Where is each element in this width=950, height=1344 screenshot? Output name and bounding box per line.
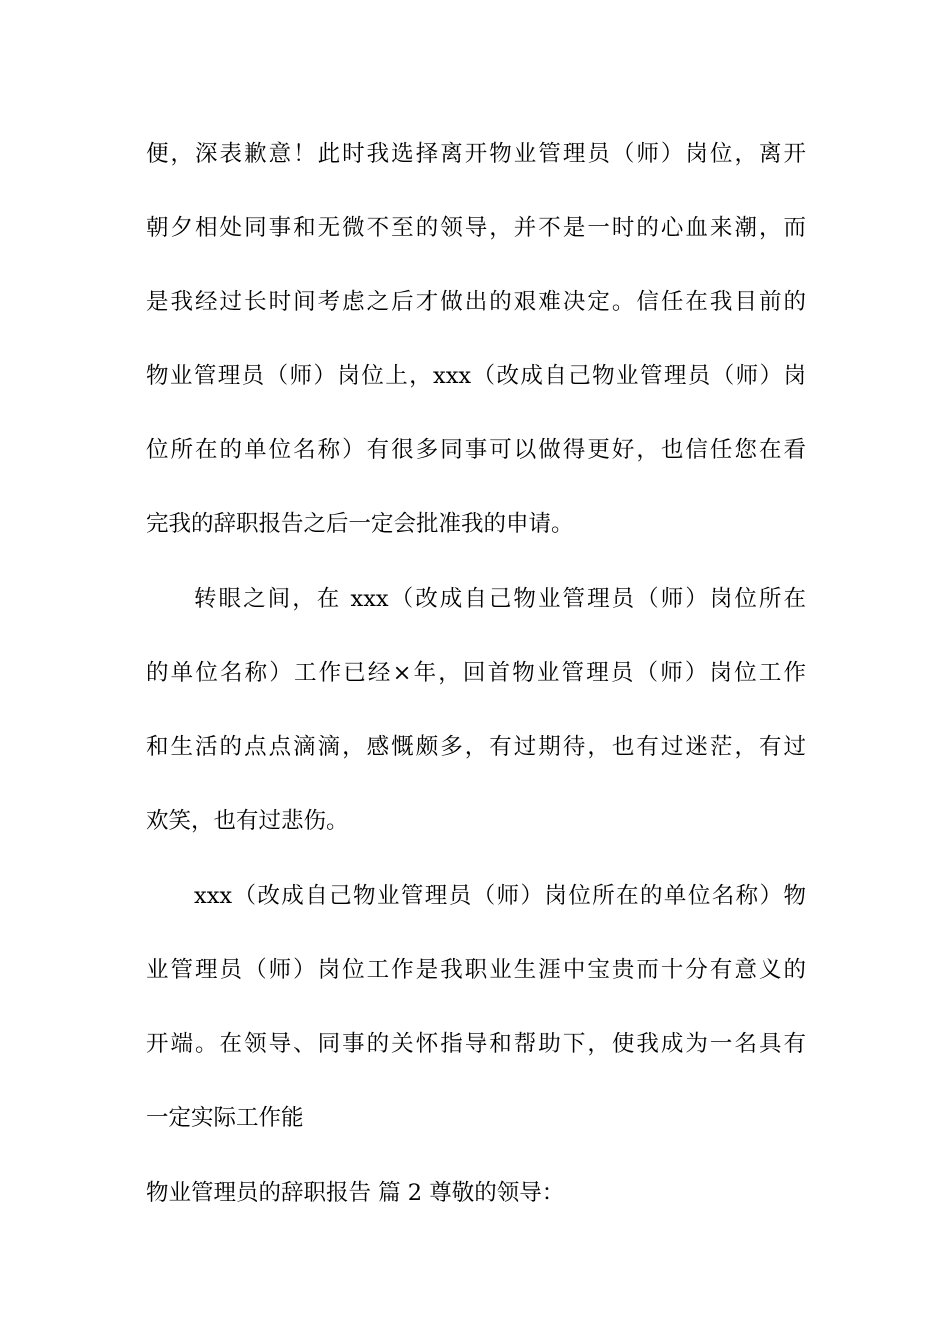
paragraph-line: xxx（改成自己物业管理员（师）岗位所在的单位名称）物 <box>194 883 806 909</box>
paragraph-line: 完我的辞职报告之后一定会批准我的申请。 <box>146 511 574 537</box>
paragraph-line: 物业管理员（师）岗位上，xxx（改成自己物业管理员（师）岗 <box>146 363 806 389</box>
paragraph-line: 一定实际工作能 <box>146 1105 304 1131</box>
paragraph-line: 欢笑，也有过悲伤。 <box>146 808 349 834</box>
paragraph-line: 位所在的单位名称）有很多同事可以做得更好，也信任您在看 <box>146 437 806 463</box>
paragraph-line: 和生活的点点滴滴，感慨颇多，有过期待，也有过迷茫，有过 <box>146 734 806 760</box>
paragraph-line: 是我经过长时间考虑之后才做出的艰难决定。信任在我目前的 <box>146 289 806 315</box>
paragraph-line: 转眼之间，在 xxx（改成自己物业管理员（师）岗位所在 <box>194 586 806 612</box>
paragraph-line: 便，深表歉意！此时我选择离开物业管理员（师）岗位，离开 <box>146 141 806 167</box>
paragraph-line: 朝夕相处同事和无微不至的领导，并不是一时的心血来潮，而 <box>146 215 806 241</box>
paragraph-line: 业管理员（师）岗位工作是我职业生涯中宝贵而十分有意义的 <box>146 957 806 983</box>
section-heading: 物业管理员的辞职报告 篇 2 尊敬的领导： <box>146 1180 565 1206</box>
paragraph-line: 的单位名称）工作已经×年，回首物业管理员（师）岗位工作 <box>146 660 806 686</box>
paragraph-line: 开端。在领导、同事的关怀指导和帮助下，使我成为一名具有 <box>146 1031 806 1057</box>
